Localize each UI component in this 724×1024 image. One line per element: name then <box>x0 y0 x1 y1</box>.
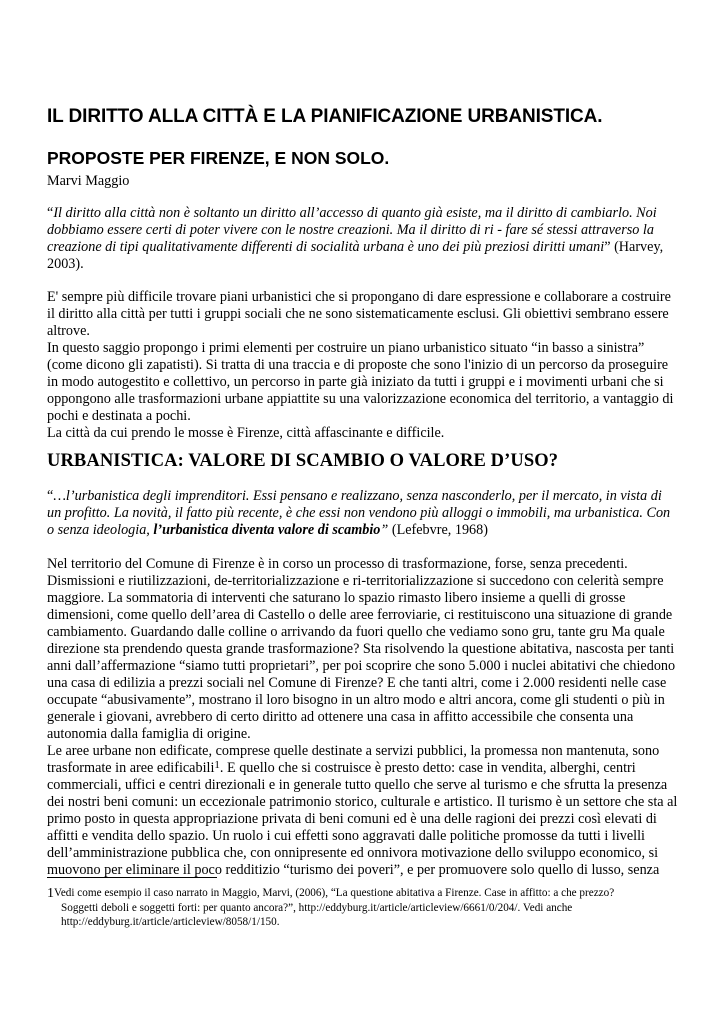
epigraph-lefebvre-citation: (Lefebvre, 1968) <box>388 522 488 538</box>
intro-paragraph: E' sempre più difficile trovare piani urbanistici che si propongano di dare espressione e collaborare a costruire il diritto alla città per tutti i gruppi sociali che ne sono sistematicamente esclusi. Gli obiettivi sembrano essere altrove. <box>47 289 671 339</box>
epigraph-harvey <box>47 205 679 273</box>
intro-paragraph: In questo saggio propongo i primi elementi per costruire un piano urbanistico situato “in basso a sinistra” (come dicono gli zapatisti). Si tratta di una traccia e di proposte che sono l'inizio di un percorso da proseguire in modo autogestito e collettivo, un percorso in parte già iniziato da tutti i gruppi e i movimenti urbani che si oppongono alle trasformazioni urbane appiattite su una valorizzazione economica del territorio, a vantaggio di pochi e destinata a pochi. <box>47 340 674 424</box>
document-subtitle: PROPOSTE PER FIRENZE, E NON SOLO. <box>47 148 390 168</box>
body-section <box>47 556 679 879</box>
footnote-separator <box>47 877 217 878</box>
quote-close-mark: ” <box>380 522 389 538</box>
body-paragraph-1: Nel territorio del Comune di Firenze è in corso un processo di trasformazione, forse, senza precedenti. Dismissioni e riutilizzazioni, de-territorializzazione e ri-territorializzazione si succedono con celerità sempre maggiore. La sommatoria di interventi che saturano lo spazio rimasto libero insieme a quelli di grosse dimensioni, come quello dell’area di Castello o delle aree ferroviarie, ci restituiscono una situazione di grande cambiamento. Guardando dalle colline o arrivando da fuori quello che vediamo sono gru, tante gru Ma quale direzione sta prendendo questa grande trasformazione? Sta risolvendo la questione abitativa, nascosta per tanti anni dall’affermazione “siamo tutti proprietari”, per poi scoprire che sono 5.000 i nuclei abitativi che chiedono una casa di edilizia a prezzi sociali nel Comune di Firenze? E che tanti altri, come i 2.000 residenti nelle case occupate “abusivamente”, mostrano il loro bisogno in un altro modo e altri ancora, come gli studenti o più in generale i giovani, avrebbero di certo diritto ad ottenere una casa in affitto accessibile che consenta una autonomia dalla famiglia di origine. <box>47 556 676 742</box>
quote-open-mark: “ <box>47 205 54 221</box>
footnote-line-1: Vedi come esempio il caso narrato in Maggio, Marvi, (2006), “La questione abitativa a Firenze. Case in affitto: a che prezzo? <box>54 887 615 899</box>
epigraph-lefebvre <box>47 488 679 539</box>
footnote <box>47 886 679 929</box>
body-paragraph-2-text: Le aree urbane non edificate, comprese quelle destinate a servizi pubblici, la promessa non mantenuta, sono trasformate in aree edificabili <box>47 743 660 776</box>
epigraph-lefebvre-text: …l’urbanistica degli imprenditori. Essi pensano e realizzano, senza nasconderlo, per il mercato, in vista di un profitto. La novità, il fatto più recente, è che essi non vendono più alloggi o immobili, ma urbanistica. Con o senza ideologia, <box>47 488 671 538</box>
footnote-line-2: Soggetti deboli e soggetti forti: per quanto ancora?”, http://eddyburg.it/article/articleview/6661/0/204/. Vedi anche <box>61 902 573 914</box>
footnote-number: 1 <box>47 886 54 901</box>
document-title: IL DIRITTO ALLA CITTÀ E LA PIANIFICAZIONE URBANISTICA. <box>47 106 603 127</box>
body-paragraph-2 <box>47 743 679 879</box>
intro-paragraph: La città da cui prendo le mosse è Firenze, città affascinante e difficile. <box>47 425 445 441</box>
quote-open-mark: “ <box>47 488 54 504</box>
footnote-line-3: http://eddyburg.it/article/articleview/8058/1/150. <box>61 916 280 928</box>
epigraph-lefebvre-emphasis: l’urbanistica diventa valore di scambio <box>153 522 381 538</box>
epigraph-harvey-citation: ” (Harvey, 2003). <box>47 239 664 272</box>
body-paragraph-2-continued: . E quello che si costruisce è presto detto: case in vendita, alberghi, centri commerciali, uffici e centri direzionali e in generale tutto quello che serve al turismo e che sfrutta la presenza dei nostri beni comuni: un eccezionale patrimonio storico, culturale e artistico. Il turismo è un settore che sta al primo posto in questa appropriazione privata di beni comuni ed è una delle ragioni dei prezzi così elevati di affitti e vendita dello spazio. Un ruolo i cui effetti sono aggravati dalle politiche promosse da tutti i livelli dell’amministrazione pubblica che, con onnipresente ed onnivora motivazione dello sviluppo economico, si muovono per eliminare il poco redditizio “turismo dei poveri”, e per promuovere solo quello di lusso, senza <box>47 760 678 878</box>
epigraph-harvey-text: Il diritto alla città non è soltanto un diritto all’accesso di quanto già esiste, ma il diritto di cambiarlo. Noi dobbiamo essere certi di poter vivere con le nostre creazioni. Ma il diritto di ri - fare sé stessi attraverso la creazione di tipi qualitativamente differenti di socialità urbana è uno dei più preziosi diritti umani <box>47 205 657 255</box>
intro-section <box>47 289 679 442</box>
section-heading: URBANISTICA: VALORE DI SCAMBIO O VALORE D’USO? <box>47 451 559 471</box>
footnote-reference[interactable]: 1 <box>214 759 220 771</box>
author-name: Marvi Maggio <box>47 173 130 189</box>
